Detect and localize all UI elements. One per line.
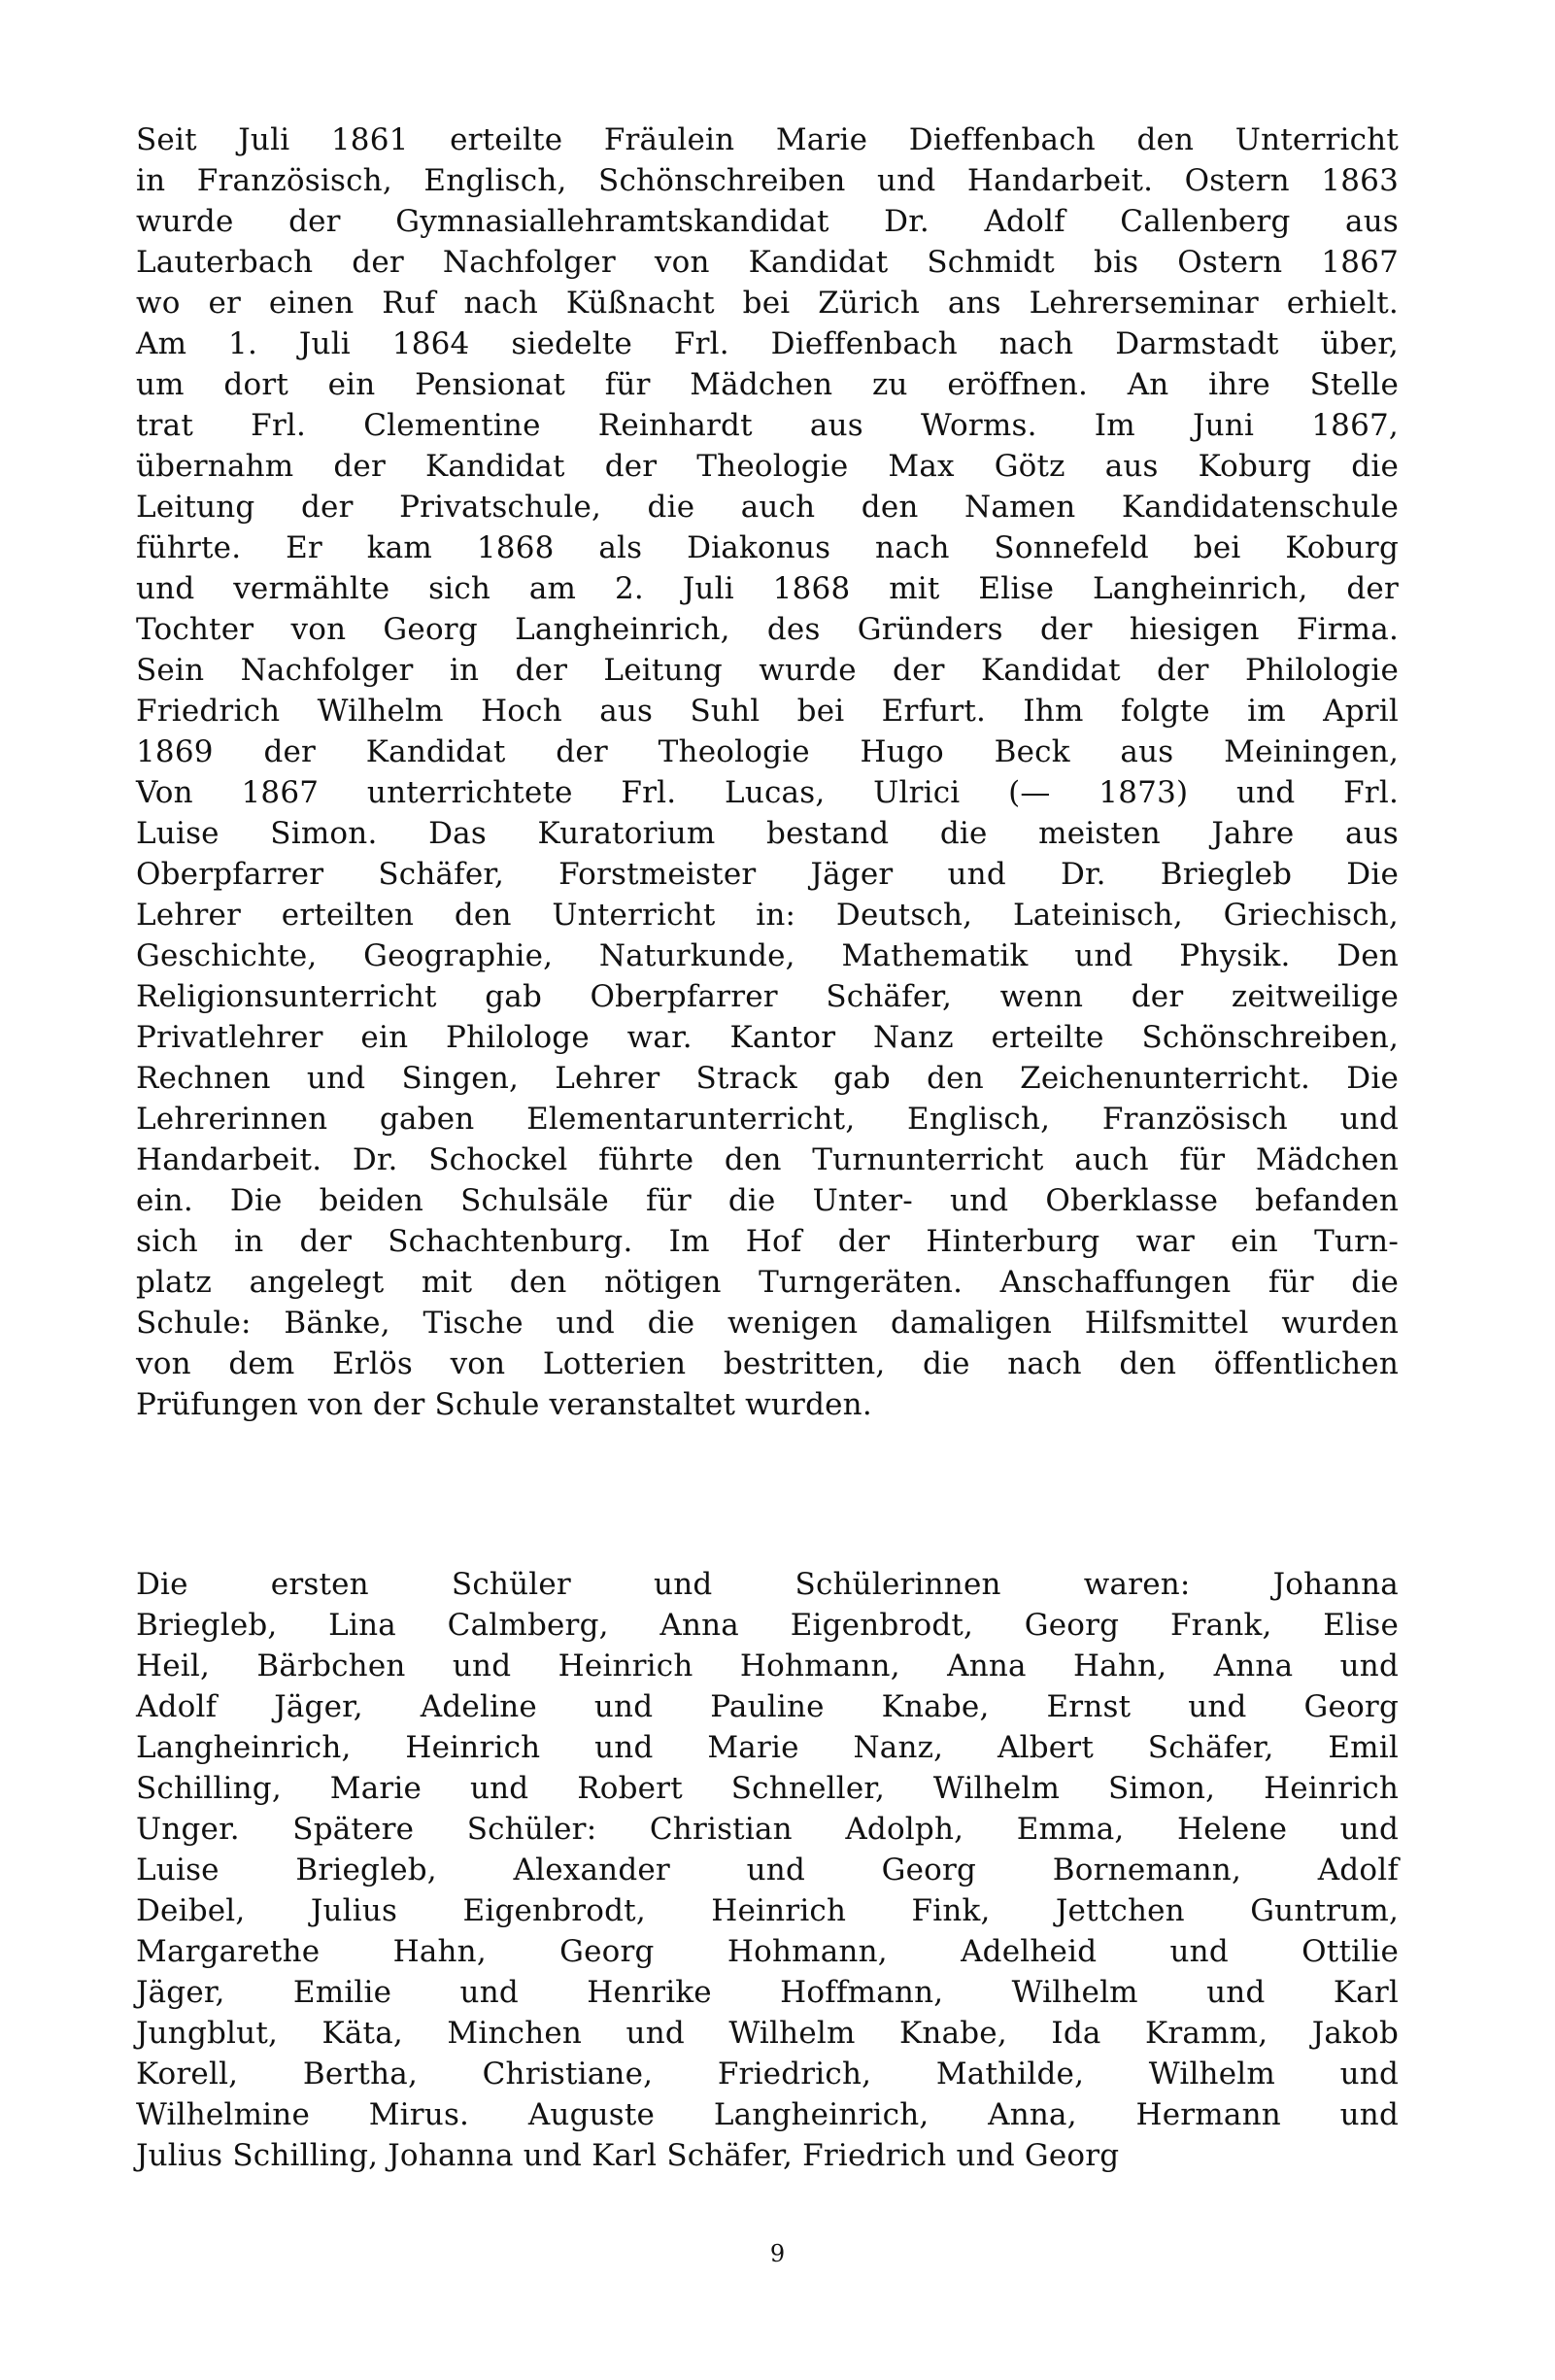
text-line: Friedrich Wilhelm Hoch aus Suhl bei Erfurt. Ihm folgte im April: [136, 694, 1399, 729]
paragraph-school-history: [136, 119, 1399, 1425]
text-line: Briegleb, Lina Calmberg, Anna Eigenbrodt, Georg Frank, Elise: [136, 1608, 1399, 1643]
text-line: Religionsunterricht gab Oberpfarrer Schäfer, wenn der zeitweilige: [136, 979, 1399, 1014]
text-line: Von 1867 unterrichtete Frl. Lucas, Ulrici (— 1873) und Frl.: [136, 775, 1399, 810]
text-line: Leitung der Privatschule, die auch den Namen Kandidatenschule: [136, 490, 1399, 525]
text-line: Heil, Bärbchen und Heinrich Hohmann, Anna Hahn, Anna und: [136, 1649, 1399, 1683]
text-line: Jäger, Emilie und Henrike Hoffmann, Wilhelm und Karl: [136, 1975, 1399, 2010]
text-line: Jungblut, Käta, Minchen und Wilhelm Knabe, Ida Kramm, Jakob: [136, 2016, 1399, 2051]
text-line: Luise Simon. Das Kuratorium bestand die meisten Jahre aus: [136, 816, 1399, 851]
text-line: Julius Schilling, Johanna und Karl Schäfer, Friedrich und Georg: [136, 2138, 1120, 2173]
text-line: Rechnen und Singen, Lehrer Strack gab den Zeichenunterricht. Die: [136, 1061, 1399, 1096]
text-line: Geschichte, Geographie, Naturkunde, Mathematik und Physik. Den: [136, 938, 1399, 973]
text-line: um dort ein Pensionat für Mädchen zu eröffnen. An ihre Stelle: [136, 367, 1399, 402]
text-line: Langheinrich, Heinrich und Marie Nanz, Albert Schäfer, Emil: [136, 1730, 1399, 1765]
text-line: Adolf Jäger, Adeline und Pauline Knabe, Ernst und Georg: [136, 1689, 1399, 1724]
text-line: Seit Juli 1861 erteilte Fräulein Marie Dieffenbach den Unterricht: [136, 122, 1399, 157]
text-line: Prüfungen von der Schule veranstaltet wurden.: [136, 1387, 872, 1422]
text-line: Oberpfarrer Schäfer, Forstmeister Jäger und Dr. Briegleb Die: [136, 857, 1399, 892]
text-line: Unger. Spätere Schüler: Christian Adolph, Emma, Helene und: [136, 1812, 1399, 1847]
text-line: Korell, Bertha, Christiane, Friedrich, Mathilde, Wilhelm und: [136, 2057, 1399, 2091]
text-line: wurde der Gymnasiallehramtskandidat Dr. Adolf Callenberg aus: [136, 204, 1399, 239]
text-line: Sein Nachfolger in der Leitung wurde der Kandidat der Philologie: [136, 653, 1399, 688]
text-line: Die ersten Schüler und Schülerinnen waren: Johanna: [136, 1567, 1399, 1602]
text-line: Lehrerinnen gaben Elementarunterricht, Englisch, Französisch und: [136, 1102, 1399, 1137]
text-line: Lehrer erteilten den Unterricht in: Deutsch, Lateinisch, Griechisch,: [136, 898, 1399, 933]
text-line: und vermählte sich am 2. Juli 1868 mit Elise Langheinrich, der: [136, 571, 1399, 606]
text-line: übernahm der Kandidat der Theologie Max Götz aus Koburg die: [136, 449, 1399, 484]
text-line: Am 1. Juli 1864 siedelte Frl. Dieffenbach nach Darmstadt über,: [136, 326, 1399, 361]
text-line: trat Frl. Clementine Reinhardt aus Worms. Im Juni 1867,: [136, 408, 1399, 443]
text-line: Margarethe Hahn, Georg Hohmann, Adelheid und Ottilie: [136, 1934, 1399, 1969]
text-line: wo er einen Ruf nach Küßnacht bei Zürich ans Lehrerseminar erhielt.: [136, 286, 1399, 321]
paragraph-first-pupils: [136, 1564, 1399, 2176]
text-line: Schule: Bänke, Tische und die wenigen damaligen Hilfsmittel wurden: [136, 1306, 1399, 1341]
text-line: Deibel, Julius Eigenbrodt, Heinrich Fink, Jettchen Guntrum,: [136, 1893, 1399, 1928]
text-line: führte. Er kam 1868 als Diakonus nach Sonnefeld bei Koburg: [136, 530, 1399, 565]
text-line: Handarbeit. Dr. Schockel führte den Turnunterricht auch für Mädchen: [136, 1142, 1399, 1177]
text-line: Privatlehrer ein Philologe war. Kantor Nanz erteilte Schönschreiben,: [136, 1020, 1399, 1055]
text-line: Luise Briegleb, Alexander und Georg Bornemann, Adolf: [136, 1853, 1399, 1887]
text-line: platz angelegt mit den nötigen Turngeräten. Anschaffungen für die: [136, 1265, 1399, 1300]
text-line: ein. Die beiden Schulsäle für die Unter- und Oberklasse befanden: [136, 1183, 1399, 1218]
text-line: von dem Erlös von Lotterien bestritten, die nach den öffentlichen: [136, 1346, 1399, 1381]
page-number: 9: [769, 2240, 786, 2267]
text-line: sich in der Schachtenburg. Im Hof der Hinterburg war ein Turn-: [136, 1224, 1399, 1259]
text-line: Lauterbach der Nachfolger von Kandidat Schmidt bis Ostern 1867: [136, 245, 1399, 280]
text-line: Schilling, Marie und Robert Schneller, Wilhelm Simon, Heinrich: [136, 1771, 1399, 1806]
text-line: 1869 der Kandidat der Theologie Hugo Beck aus Meiningen,: [136, 734, 1399, 769]
text-line: in Französisch, Englisch, Schönschreiben und Handarbeit. Ostern 1863: [136, 163, 1399, 198]
text-line: Tochter von Georg Langheinrich, des Gründers der hiesigen Firma.: [136, 612, 1399, 647]
text-line: Wilhelmine Mirus. Auguste Langheinrich, Anna, Hermann und: [136, 2097, 1399, 2132]
